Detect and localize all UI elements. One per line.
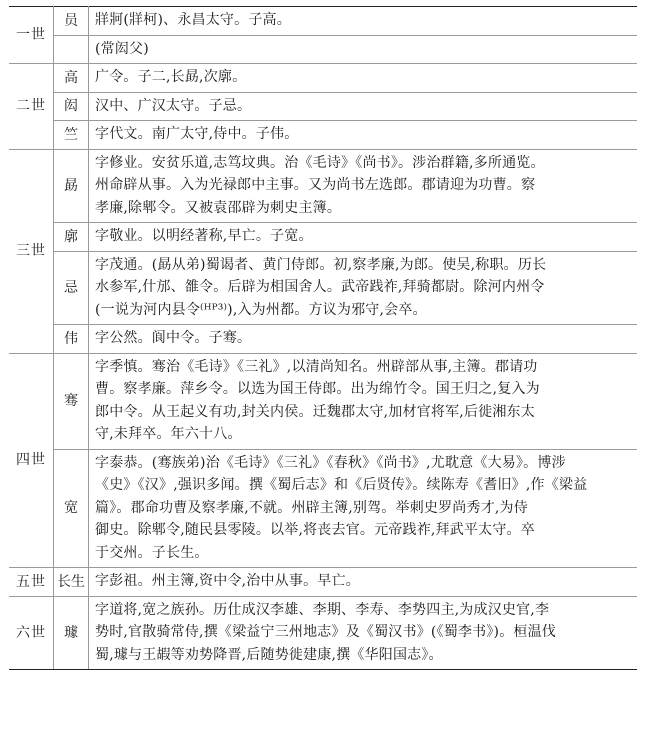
member-description [89, 35, 638, 64]
genealogy-row [9, 35, 637, 64]
member-description [89, 568, 638, 597]
member-name: 璩 [54, 596, 89, 670]
genealogy-table [9, 6, 637, 670]
member-description [89, 149, 638, 223]
member-name: 长生 [54, 568, 89, 597]
member-description [89, 92, 638, 121]
member-description [89, 64, 638, 93]
description-line: 篇》。郡命功曹及察孝廉,不就。州辟主簿,别驾。举刺史罗尚秀才,为侍 [95, 499, 528, 516]
genealogy-row [9, 596, 637, 670]
description-line: 字代文。南广太守,侍中。子伟。 [95, 126, 299, 142]
member-description [89, 449, 638, 568]
member-name: 宽 [54, 449, 89, 568]
genealogy-row [9, 121, 637, 150]
description-line: (常闳父) [95, 40, 149, 57]
description-line: 水参军,什邡、雒令。后辟为相国舍人。武帝践祚,拜骑都尉。除河内州令 [95, 279, 545, 295]
generation-label: 六世 [9, 596, 54, 670]
member-name: 廓 [54, 223, 89, 252]
genealogy-table-body [9, 7, 637, 670]
genealogy-row [9, 64, 637, 93]
generation-label: 三世 [9, 149, 54, 353]
description-line: 字茂通。(勗从弟)蜀谒者、黄门侍郎。初,察孝廉,为郎。使吴,称职。历长 [95, 256, 547, 273]
description-line: 蜀,璩与王嘏等劝势降晋,后随势徙建康,撰《华阳国志》。 [95, 646, 443, 663]
description-line: 字修业。安贫乐道,志笃坟典。治《毛诗》《尚书》。涉治群籍,多所通览。 [95, 154, 545, 171]
description-line: 御史。除郫令,随民县零陵。以举,将丧去官。元帝践祚,拜武平太守。卒 [95, 522, 535, 538]
description-line: 孝廉,除郫令。又被袁邵辟为刺史主簿。 [95, 199, 342, 216]
genealogy-row [9, 251, 637, 325]
member-name: 伟 [54, 325, 89, 354]
member-description [89, 121, 638, 150]
description-line: 汉中、广汉太守。子忌。 [95, 97, 252, 114]
member-name: 忌 [54, 251, 89, 325]
member-description [89, 251, 638, 325]
genealogy-row [9, 325, 637, 354]
description-line: 《史》《汉》,强识多闻。撰《蜀后志》和《后贤传》。续陈寿《耆旧》,作《梁益 [95, 477, 588, 493]
description-line: 守,未拜卒。年六十八。 [95, 426, 242, 442]
genealogy-row [9, 353, 637, 449]
member-name: 骞 [54, 353, 89, 449]
generation-label: 四世 [9, 353, 54, 568]
member-name: 勗 [54, 149, 89, 223]
description-line: 势时,官散骑常侍,撰《梁益宁三州地志》及《蜀汉书》(《蜀李书》)。桓温伐 [95, 624, 557, 640]
genealogy-row [9, 568, 637, 597]
member-description [89, 353, 638, 449]
description-line: 字道将,宽之族孙。历仕成汉李雄、李期、李寿、李势四主,为成汉史官,李 [95, 601, 550, 618]
description-line: 州命辟从事。入为光禄郎中主事。又为尚书左选郎。郡请迎为功曹。察 [95, 177, 536, 193]
description-line: 字泰恭。(骞族弟)治《毛诗》《三礼》《春秋》《尚书》,尤耽意《大易》。博涉 [95, 454, 566, 471]
generation-label: 二世 [9, 64, 54, 150]
description-line: 字敬业。以明经著称,早亡。子宽。 [95, 228, 313, 244]
member-description [89, 325, 638, 354]
genealogy-row [9, 7, 637, 36]
description-line: 广令。子二,长勗,次廓。 [95, 69, 247, 85]
genealogy-row [9, 92, 637, 121]
member-description [89, 596, 638, 670]
description-line: 字季慎。骞治《毛诗》《三礼》,以清尚知名。州辟部从事,主簿。郡请功 [95, 358, 538, 375]
member-name: 高 [54, 64, 89, 93]
description-line: 字彭祖。州主簿,资中令,治中从事。早亡。 [95, 573, 360, 589]
member-name [54, 35, 89, 64]
genealogy-row [9, 449, 637, 568]
member-description [89, 223, 638, 252]
genealogy-row [9, 223, 637, 252]
generation-label: 一世 [9, 7, 54, 64]
member-name: 闳 [54, 92, 89, 121]
description-line: 牂牁(牂柯)、永昌太守。子高。 [95, 12, 291, 28]
member-name: 员 [54, 7, 89, 36]
generation-label: 五世 [9, 568, 54, 597]
member-name: 竺 [54, 121, 89, 150]
genealogy-row [9, 149, 637, 223]
member-description [89, 7, 638, 36]
description-line: 曹。察孝廉。萍乡令。以选为国王侍郎。出为绵竹令。国王归之,复入为 [95, 381, 540, 397]
description-line: 于交州。子长生。 [95, 544, 209, 561]
description-line: (一说为河内县令⁽ᴴᴾ³⁾),入为州都。方议为邪守,会卒。 [95, 301, 427, 318]
description-line: 字公然。阆中令。子骞。 [95, 330, 252, 346]
description-line: 郎中令。从王起义有功,封关内侯。迁魏郡太守,加材官将军,后徙湘东太 [95, 403, 535, 420]
